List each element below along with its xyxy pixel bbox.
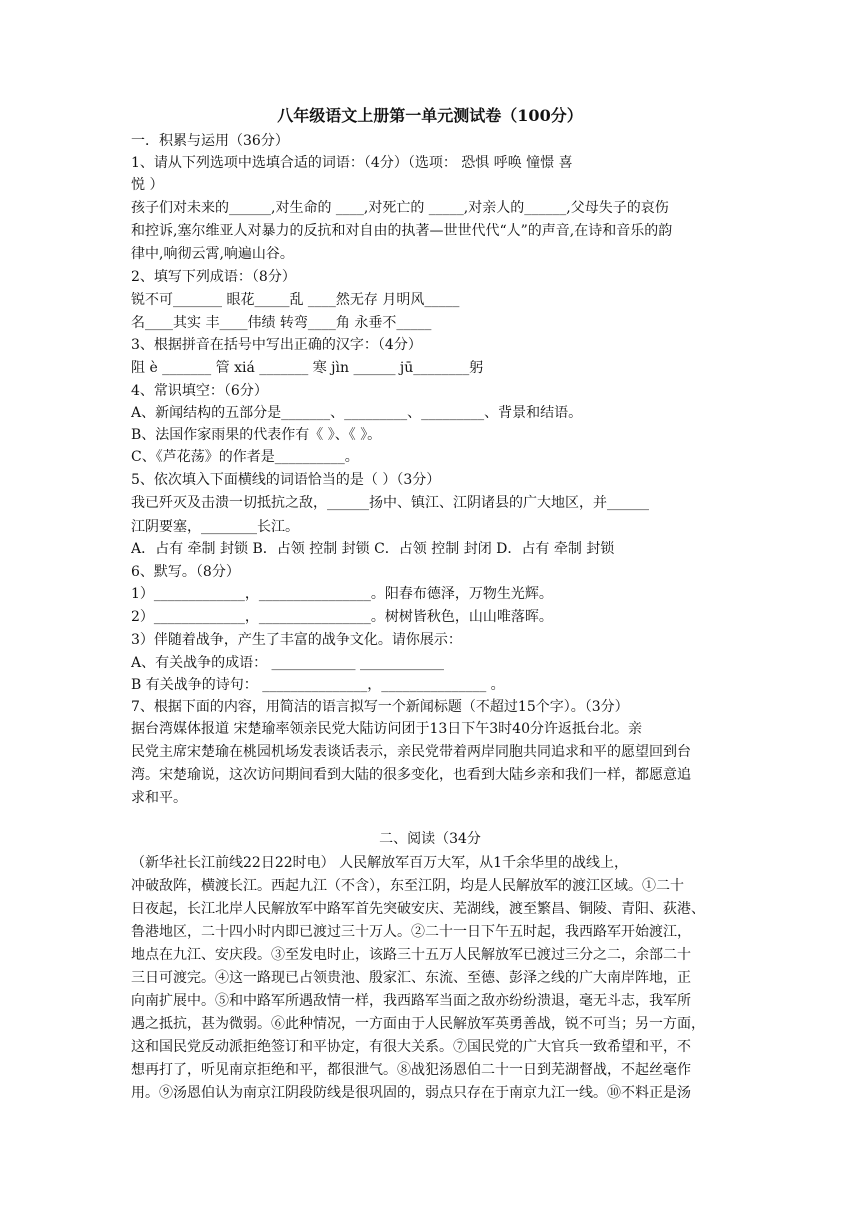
- text-line: 悦 ）: [131, 177, 164, 193]
- page-title: 八年级语文上册第一单元测试卷（100分）: [277, 106, 583, 125]
- text-line: 求和平。: [131, 790, 187, 806]
- text-line: 遇之抵抗，甚为微弱。⑥此种情况，一方面由于人民解放军英勇善战，锐不可当；另一方面，: [131, 1016, 705, 1032]
- text-line: 阻 è _______ 管 xiá _______ 寒 jìn ______ jū________躬: [131, 360, 484, 376]
- text-line: 律中,响彻云霄,响遍山谷。: [131, 246, 294, 262]
- text-line: 1、请从下列选项中选填合适的词语：（4分）（选项： 恐惧 呼唤 憧憬 喜: [131, 155, 573, 171]
- text-line: 民党主席宋楚瑜在桃园机场发表谈话表示，亲民党带着两岸同胞共同追求和平的愿望回到台: [131, 744, 691, 760]
- text-line: 名____其实 丰____伟绩 转弯____角 永垂不_____: [131, 315, 432, 331]
- text-line: C、《芦花荡》的作者是__________。: [131, 449, 359, 465]
- text-line: A、新闻结构的五部分是_______、_________、_________、背景和结语。: [131, 405, 583, 421]
- text-line: 3）伴随着战争，产生了丰富的战争文化。请你展示：: [131, 632, 462, 648]
- text-line: 7、根据下面的内容，用简洁的语言拟写一个新闻标题（不超过15个字）。（3分）: [131, 699, 629, 715]
- text-line: 和控诉,塞尔维亚人对暴力的反抗和对自由的执著—世世代代“人”的声音,在诗和音乐的韵: [131, 223, 673, 239]
- text-line: 湾。宋楚瑜说，这次访问期间看到大陆的很多变化，也看到大陆乡亲和我们一样，都愿意追: [131, 767, 691, 783]
- section-heading: 二、阅读（34分: [379, 831, 481, 847]
- text-line: 这和国民党反动派拒绝签订和平协定，有很大关系。⑦国民党的广大官兵一致希望和平，不: [131, 1039, 691, 1055]
- text-line: A、有关战争的成语： ____________ ____________: [131, 655, 445, 671]
- text-line: 日夜起，长江北岸人民解放军中路军首先突破安庆、芜湖线，渡至繁昌、铜陵、青阳、荻港、: [131, 901, 705, 917]
- text-line: 我已歼灭及击溃一切抵抗之敌，______扬中、镇江、江阴诸县的广大地区，并______: [131, 495, 649, 511]
- text-line: 2、填写下列成语：（8分）: [131, 269, 296, 285]
- text-line: 1）_____________，________________。阳春布德泽，万物生光辉。: [131, 586, 553, 602]
- text-line: （新华社长江前线22日22时电） 人民解放军百万大军，从1千余华里的战线上，: [131, 855, 628, 871]
- text-line: 2）_____________，________________。树树皆秋色，山山唯落晖。: [131, 609, 553, 625]
- text-line: 锐不可_______ 眼花_____乱 ____然无存 月明风_____: [131, 292, 460, 308]
- text-line: 三日可渡完。④这一路现已占领贵池、殷家汇、东流、至德、彭泽之线的广大南岸阵地，正: [131, 970, 691, 986]
- text-line: 用。⑨汤恩伯认为南京江阴段防线是很巩固的，弱点只存在于南京九江一线。⑩不料正是汤: [131, 1085, 691, 1101]
- text-line: 4、常识填空：（6分）: [131, 383, 268, 399]
- text-line: 鲁港地区，二十四小时内即已渡过三十万人。②二十一日下午五时起，我西路军开始渡江，: [131, 924, 691, 940]
- text-line: 江阴要塞，________长江。: [131, 519, 299, 535]
- text-line: B、法国作家雨果的代表作有《 》、《 》。: [131, 427, 382, 443]
- text-line: 一．积累与运用（36分）: [131, 133, 289, 149]
- text-line: 地点在九江、安庆段。③至发电时止，该路三十五万人民解放军已渡过三分之二，余部二十: [131, 947, 691, 963]
- text-line: 孩子们对未来的______,对生命的 ____,对死亡的 _____,对亲人的______,父母失子的哀伤: [131, 200, 669, 216]
- text-line: 据台湾媒体报道 宋楚瑜率领亲民党大陆访问团于13日下午3时40分许返抵台北。亲: [131, 721, 642, 737]
- text-line: 想再打了，听见南京拒绝和平，都很泄气。⑧战犯汤恩伯二十一日到芜湖督战，不起丝毫作: [131, 1062, 691, 1078]
- text-line: 6、默写。（8分）: [131, 564, 240, 580]
- text-line: B 有关战争的诗句： _______________，_______________ 。: [131, 677, 505, 693]
- text-line: 冲破敌阵，横渡长江。西起九江（不含），东至江阴，均是人民解放军的渡江区域。①二十: [131, 878, 684, 894]
- text-line: 3、根据拼音在括号中写出正确的汉字：（4分）: [131, 337, 422, 353]
- text-line: 向南扩展中。⑤和中路军所遇敌情一样，我西路军当面之敌亦纷纷溃退，毫无斗志，我军所: [131, 993, 691, 1009]
- text-line: A．占有 牵制 封锁 B．占领 控制 封锁 C．占领 控制 封闭 D．占有 牵制 封锁: [131, 541, 615, 557]
- text-line: 5、依次填入下面横线的词语恰当的是（ ）（3分）: [131, 472, 441, 488]
